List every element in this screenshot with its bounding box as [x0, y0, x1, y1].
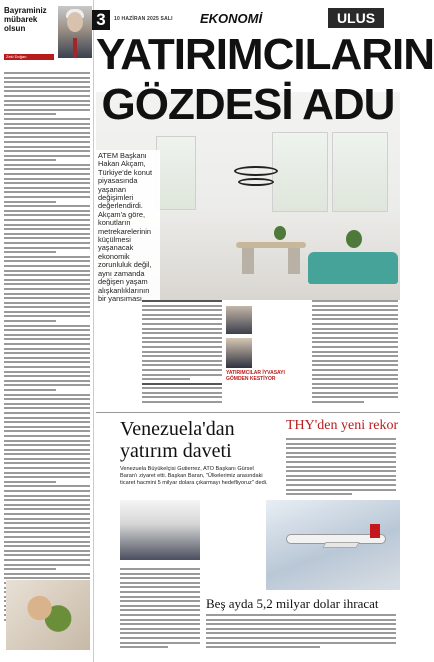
- newspaper-logo: ULUS: [328, 8, 384, 28]
- section-name: EKONOMİ: [200, 11, 263, 26]
- page-number: 3: [92, 10, 110, 30]
- headline: [96, 30, 434, 138]
- issue-date: 10 HAZİRAN 2025 SALI: [114, 16, 173, 22]
- lead-paragraph: ATEM Başkanı Hakan Akçam, Türkiye'de konut piyasasında yaşanan değişimleri değerlendirdi. Akçam'a göre, konutların metrekarelerinin küçülmesi yaşanacak ekonomik zorunluluk değil, aynı zamanda değişen yaşam alışkanlıklarının bir yansıması: [98, 151, 152, 303]
- portrait-photo: [226, 338, 252, 368]
- venezuela-deck: Venezuela Büyükelçisi Gutierrez, ATO Başkanı Gürsel Baran'ı ziyaret etti. Başkan Baran, "Ülkelerimiz arasındaki ticaret hacmini 5 milyar dolara çıkarmayı hedefliyoruz" dedi.: [120, 466, 268, 486]
- thy-headline: THY'den yeni rekor: [286, 418, 399, 433]
- column-title: Bayraminiz mübarek olsun: [4, 6, 47, 33]
- thy-body: [286, 438, 396, 498]
- export-body: [206, 614, 396, 651]
- food-photo: [6, 580, 90, 650]
- meeting-photo: [120, 500, 200, 560]
- venezuela-body: [120, 568, 200, 651]
- left-column: [0, 0, 94, 662]
- headline-line-2: GÖZDESİ ADU: [101, 80, 395, 129]
- section-divider: [96, 412, 400, 413]
- venezuela-headline: Venezuela'dan yatırım daveti: [120, 418, 235, 462]
- headline-line-1: YATIRIMCILARIN: [96, 30, 434, 79]
- column-body: [4, 72, 90, 623]
- columnist-photo: [58, 6, 92, 58]
- airplane-photo: [266, 500, 400, 590]
- article-callout: YATIRIMCILAR İYVASAYI GÖMDEN KESTİYOR: [226, 370, 285, 382]
- article-body: [142, 300, 400, 410]
- export-headline: Beş ayda 5,2 milyar dolar ihracat: [206, 596, 379, 611]
- portrait-photo: [226, 306, 252, 334]
- column-author: Zeki Doğan: [4, 54, 54, 60]
